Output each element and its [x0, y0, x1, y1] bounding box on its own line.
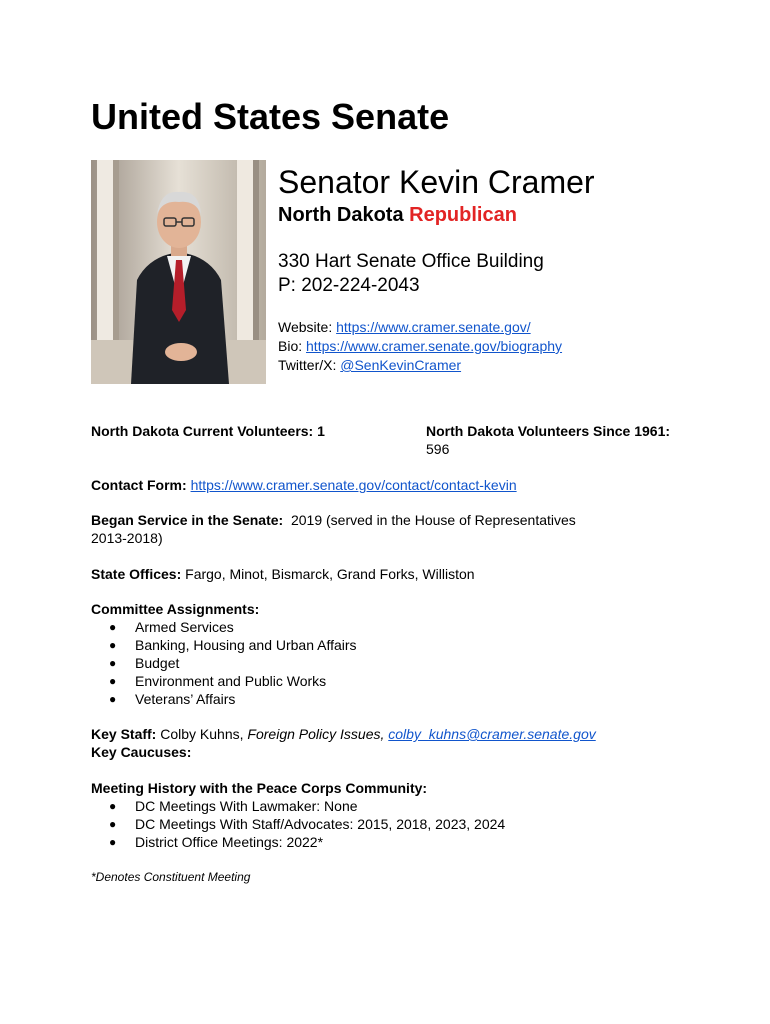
- twitter-label: Twitter/X:: [278, 357, 337, 373]
- website-label: Website:: [278, 319, 333, 335]
- key-staff-row: [91, 725, 711, 743]
- senator-name: Senator Kevin Cramer: [278, 164, 595, 200]
- list-item: ● Veterans’ Affairs: [135, 690, 651, 708]
- key-staff-label: Key Staff:: [91, 726, 157, 742]
- key-staff-role: Foreign Policy Issues,: [247, 726, 385, 742]
- contact-form-row: [91, 476, 517, 494]
- service-label: Began Service in the Senate:: [91, 512, 284, 528]
- key-caucuses-label: Key Caucuses:: [91, 744, 192, 760]
- state-offices-value: Fargo, Minot, Bismarck, Grand Forks, Williston: [185, 566, 475, 582]
- service-value: 2019 (served in the House of Representatives: [290, 512, 576, 528]
- office-address: [278, 250, 748, 298]
- web-links: [278, 318, 748, 375]
- list-item: ● Armed Services: [135, 618, 651, 636]
- twitter-link[interactable]: @SenKevinCramer: [340, 357, 462, 373]
- committee-assignments: [91, 600, 651, 708]
- meeting-history-label: Meeting History with the Peace Corps Community:: [91, 780, 428, 796]
- twitter-row: [278, 356, 748, 375]
- state-offices-label: State Offices:: [91, 566, 182, 582]
- list-item: ● Environment and Public Works: [135, 672, 651, 690]
- volunteers-since-value: 596: [426, 441, 450, 457]
- service-start: [91, 511, 651, 547]
- service-value-cont: 2013-2018): [91, 530, 163, 546]
- bio-link[interactable]: https://www.cramer.senate.gov/biography: [306, 338, 563, 354]
- state-party: [278, 202, 748, 228]
- committees-label: Committee Assignments:: [91, 601, 260, 617]
- list-item: ● DC Meetings With Staff/Advocates: 2015, 2018, 2023, 2024: [135, 815, 711, 833]
- meeting-history: [91, 779, 711, 851]
- state-offices: [91, 565, 475, 583]
- contact-form-label: Contact Form:: [91, 477, 187, 493]
- party: Republican: [409, 204, 517, 226]
- senator-portrait: [91, 160, 266, 384]
- current-volunteers: North Dakota Current Volunteers: 1: [91, 423, 325, 439]
- volunteers-since: [426, 422, 670, 458]
- address-line: 330 Hart Senate Office Building: [278, 251, 544, 272]
- phone-line: P: 202-224-2043: [278, 275, 420, 296]
- website-link[interactable]: https://www.cramer.senate.gov/: [336, 319, 531, 335]
- senator-header: [278, 160, 748, 375]
- footnote: *Denotes Constituent Meeting: [91, 870, 251, 884]
- page-title: United States Senate: [91, 96, 450, 137]
- volunteers-since-label: North Dakota Volunteers Since 1961:: [426, 423, 671, 439]
- website-row: [278, 318, 748, 337]
- state: North Dakota: [278, 204, 404, 226]
- list-item: ● Budget: [135, 654, 651, 672]
- key-staff: [91, 725, 711, 761]
- key-staff-email[interactable]: colby_kuhns@cramer.senate.gov: [388, 726, 596, 742]
- meeting-list: [91, 797, 711, 851]
- list-item: ● Banking, Housing and Urban Affairs: [135, 636, 651, 654]
- list-item: ● DC Meetings With Lawmaker: None: [135, 797, 711, 815]
- bio-row: [278, 337, 748, 356]
- bio-label: Bio:: [278, 338, 303, 354]
- key-staff-name: Colby Kuhns,: [160, 726, 244, 742]
- list-item: ● District Office Meetings: 2022*: [135, 833, 711, 851]
- contact-form-link[interactable]: https://www.cramer.senate.gov/contact/contact-kevin: [190, 477, 517, 493]
- committee-list: [91, 618, 651, 708]
